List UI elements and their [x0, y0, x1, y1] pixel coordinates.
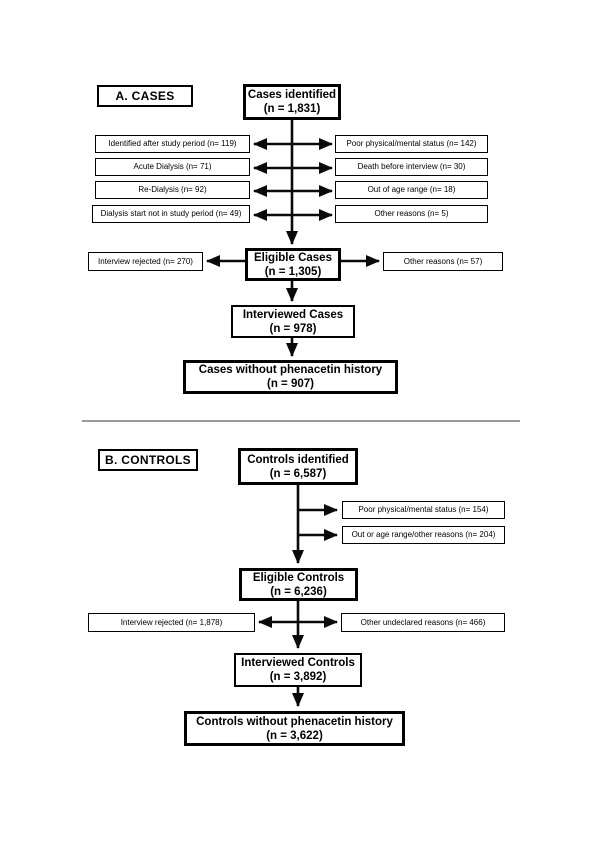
cases-exclusion-right-box-1	[335, 135, 488, 153]
eligible-controls-n: (n = 6,236)	[270, 585, 327, 598]
cases-exclusion-left-box-1	[95, 135, 250, 153]
interviewed-cases-n: (n = 978)	[269, 322, 317, 335]
cases-exclusion-left-box-3	[95, 181, 250, 199]
interviewed-cases-box	[231, 305, 355, 338]
interviewed-cases-title: Interviewed Cases	[242, 308, 344, 321]
cases-final-title: Cases without phenacetin history	[198, 364, 383, 376]
cases-identified-n: (n = 1,831)	[263, 103, 321, 115]
cases-interview-rejected-box	[88, 252, 203, 271]
cases-exclusion-right-label-3: Out of age range (n= 18)	[367, 185, 456, 194]
eligible-controls-box	[239, 568, 358, 601]
controls-final-box	[184, 711, 405, 746]
controls-exclusion-right-box-1	[342, 501, 505, 519]
controls-final-n: (n = 3,622)	[266, 729, 323, 742]
cases-other-reasons-box	[383, 252, 503, 271]
cases-exclusion-right-box-3	[335, 181, 488, 199]
controls-other-undeclared-box	[341, 613, 505, 632]
cases-identified-title: Cases identified	[247, 89, 337, 101]
section-a-label-box	[97, 85, 193, 107]
cases-other-reasons-label: Other reasons (n= 57)	[403, 256, 483, 266]
cases-exclusion-left-label-1: Identified after study period (n= 119)	[108, 139, 237, 148]
cases-identified-box	[243, 84, 341, 120]
cases-final-box	[183, 360, 398, 394]
cases-exclusion-left-box-2	[95, 158, 250, 176]
eligible-cases-box	[245, 248, 341, 281]
interviewed-controls-title: Interviewed Controls	[241, 657, 355, 669]
controls-exclusion-right-label-1: Poor physical/mental status (n= 154)	[358, 505, 489, 514]
cases-exclusion-left-label-2: Acute Dialysis (n= 71)	[133, 162, 212, 171]
cases-exclusion-right-label-4: Other reasons (n= 5)	[374, 209, 449, 218]
interviewed-controls-box	[234, 653, 362, 687]
controls-interview-rejected-label: Interview rejected (n= 1,878)	[120, 617, 223, 627]
cases-exclusion-right-box-4	[335, 205, 488, 223]
section-divider	[82, 420, 520, 422]
section-b-label-box	[98, 449, 198, 471]
controls-exclusion-right-box-2	[342, 526, 505, 544]
eligible-cases-title: Eligible Cases	[254, 251, 332, 264]
interviewed-controls-n: (n = 3,892)	[269, 671, 327, 683]
eligible-controls-title: Eligible Controls	[252, 571, 345, 584]
controls-other-undeclared-label: Other undeclared reasons (n= 466)	[360, 617, 486, 627]
controls-interview-rejected-box	[88, 613, 255, 632]
cases-exclusion-right-label-2: Death before interview (n= 30)	[357, 162, 466, 171]
controls-identified-box	[238, 448, 358, 485]
section-a-label: A. CASES	[115, 89, 175, 103]
cases-exclusion-right-box-2	[335, 158, 488, 176]
cases-exclusion-right-label-1: Poor physical/mental status (n= 142)	[346, 139, 477, 148]
cases-exclusion-left-box-4	[92, 205, 250, 223]
cases-interview-rejected-label: Interview rejected (n= 270)	[98, 256, 193, 266]
section-b-label: B. CONTROLS	[105, 453, 191, 467]
controls-exclusion-right-label-2: Out or age range/other reasons (n= 204)	[351, 530, 496, 539]
cases-final-n: (n = 907)	[267, 378, 314, 390]
controls-final-title: Controls without phenacetin history	[196, 715, 393, 728]
cases-exclusion-left-label-4: Dialysis start not in study period (n= 49)	[100, 209, 242, 218]
controls-identified-n: (n = 6,587)	[269, 467, 327, 480]
eligible-cases-n: (n = 1,305)	[264, 265, 322, 278]
cases-exclusion-left-label-3: Re-Dialysis (n= 92)	[138, 185, 207, 194]
controls-identified-title: Controls identified	[247, 453, 349, 466]
